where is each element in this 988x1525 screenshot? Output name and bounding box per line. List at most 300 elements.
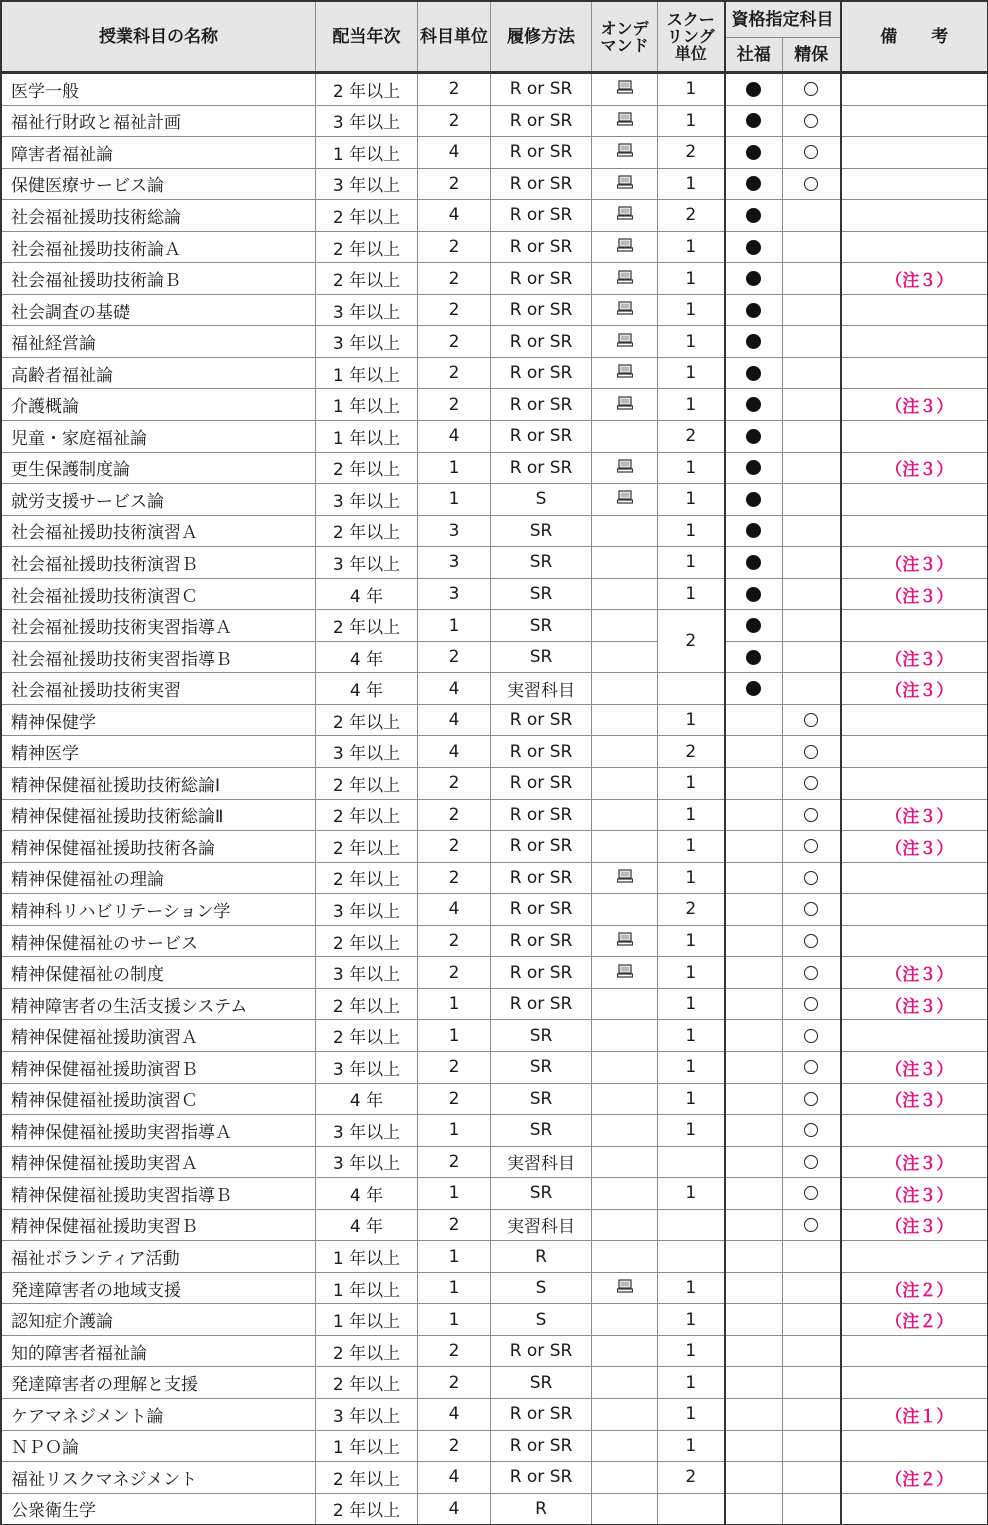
qual-social-cell xyxy=(725,1051,783,1083)
course-year: 2 年以上 xyxy=(316,988,418,1020)
course-year: 1 年以上 xyxy=(316,137,418,169)
course-year: 4 年 xyxy=(316,641,418,673)
computer-icon xyxy=(617,332,633,352)
course-note xyxy=(841,704,988,736)
schooling-units: 1 xyxy=(658,357,725,389)
course-note: （注３） xyxy=(841,673,988,705)
course-year: 2 年以上 xyxy=(316,263,418,295)
table-row xyxy=(2,1335,988,1367)
course-year: 2 年以上 xyxy=(316,515,418,547)
ondemand-cell xyxy=(592,641,658,673)
course-name: 精神科リハビリテーション学 xyxy=(2,894,316,926)
qual-mental-cell xyxy=(783,1241,841,1273)
open-circle-icon xyxy=(804,1029,818,1043)
header-schooling-line1: スクー xyxy=(666,10,715,29)
course-year: 2 年以上 xyxy=(316,1462,418,1494)
course-name: 精神障害者の生活支援システム xyxy=(2,988,316,1020)
filled-circle-icon xyxy=(746,82,761,97)
filled-circle-icon xyxy=(746,460,761,475)
ondemand-cell xyxy=(592,925,658,957)
computer-icon xyxy=(617,111,633,131)
course-units: 1 xyxy=(418,610,491,642)
qual-mental-cell xyxy=(783,673,841,705)
header-course-name: 授業科目の名称 xyxy=(2,2,316,73)
computer-icon xyxy=(617,237,633,257)
course-note xyxy=(841,925,988,957)
qual-mental-cell xyxy=(783,294,841,326)
schooling-units: 1 xyxy=(658,263,725,295)
course-note xyxy=(841,137,988,169)
course-year: 3 年以上 xyxy=(316,294,418,326)
table-header xyxy=(2,2,988,73)
course-method: R or SR xyxy=(491,137,592,169)
qual-mental-cell xyxy=(783,1178,841,1210)
course-note xyxy=(841,326,988,358)
course-method: R or SR xyxy=(491,894,592,926)
course-method: R or SR xyxy=(491,421,592,453)
schooling-units: 1 xyxy=(658,957,725,989)
course-units: 2 xyxy=(418,831,491,863)
ondemand-cell xyxy=(592,1493,658,1525)
table-row xyxy=(2,894,988,926)
open-circle-icon xyxy=(804,1123,818,1137)
ondemand-cell xyxy=(592,1462,658,1494)
course-units: 1 xyxy=(418,1115,491,1147)
course-name: 精神保健福祉の理論 xyxy=(2,862,316,894)
course-name: 精神保健福祉援助実習Ｂ xyxy=(2,1209,316,1241)
ondemand-cell xyxy=(592,484,658,516)
course-name: 精神保健福祉のサービス xyxy=(2,925,316,957)
qual-mental-cell xyxy=(783,1398,841,1430)
ondemand-cell xyxy=(592,515,658,547)
schooling-units: 2 xyxy=(658,421,725,453)
qual-mental-cell xyxy=(783,925,841,957)
course-year: 4 年 xyxy=(316,1209,418,1241)
open-circle-icon xyxy=(804,871,818,885)
computer-icon xyxy=(617,79,633,99)
course-note: （注１） xyxy=(841,1398,988,1430)
open-circle-icon xyxy=(804,934,818,948)
ondemand-cell xyxy=(592,200,658,232)
course-units: 2 xyxy=(418,862,491,894)
ondemand-cell xyxy=(592,578,658,610)
table-row xyxy=(2,200,988,232)
ondemand-cell xyxy=(592,1115,658,1147)
course-units: 2 xyxy=(418,1335,491,1367)
course-name: 社会調査の基礎 xyxy=(2,294,316,326)
table-row xyxy=(2,1398,988,1430)
course-year: 3 年以上 xyxy=(316,957,418,989)
schooling-units: 1 xyxy=(658,831,725,863)
ondemand-cell xyxy=(592,1398,658,1430)
table-row xyxy=(2,1051,988,1083)
qual-social-cell xyxy=(725,1146,783,1178)
course-units: 1 xyxy=(418,1304,491,1336)
course-note: （注３） xyxy=(841,641,988,673)
computer-icon xyxy=(617,363,633,383)
course-units: 2 xyxy=(418,168,491,200)
table-row xyxy=(2,1178,988,1210)
course-method: R or SR xyxy=(491,389,592,421)
course-year: 1 年以上 xyxy=(316,1272,418,1304)
course-method: R or SR xyxy=(491,1462,592,1494)
course-method: 実習科目 xyxy=(491,1146,592,1178)
schooling-units: 1 xyxy=(658,1051,725,1083)
course-note xyxy=(841,1335,988,1367)
course-year: 2 年以上 xyxy=(316,231,418,263)
course-name: 福祉経営論 xyxy=(2,326,316,358)
qual-mental-cell xyxy=(783,894,841,926)
qual-social-cell xyxy=(725,957,783,989)
course-name: 精神保健福祉の制度 xyxy=(2,957,316,989)
table-row xyxy=(2,862,988,894)
open-circle-icon xyxy=(804,1218,818,1232)
course-year: 2 年以上 xyxy=(316,1493,418,1525)
qual-social-cell xyxy=(725,1083,783,1115)
table-row xyxy=(2,831,988,863)
header-qual-social: 社福 xyxy=(725,38,783,73)
schooling-units: 1 xyxy=(658,515,725,547)
table-row xyxy=(2,736,988,768)
schooling-units: 1 xyxy=(658,1335,725,1367)
table-row xyxy=(2,137,988,169)
course-units: 1 xyxy=(418,1178,491,1210)
schooling-units xyxy=(658,1241,725,1273)
qual-social-cell xyxy=(725,73,783,106)
course-name: 発達障害者の理解と支援 xyxy=(2,1367,316,1399)
course-units: 1 xyxy=(418,452,491,484)
course-units: 2 xyxy=(418,357,491,389)
qual-mental-cell xyxy=(783,231,841,263)
schooling-units: 1 xyxy=(658,799,725,831)
open-circle-icon xyxy=(804,1092,818,1106)
course-year: 2 年以上 xyxy=(316,610,418,642)
table-row xyxy=(2,168,988,200)
course-note xyxy=(841,105,988,137)
ondemand-cell xyxy=(592,610,658,642)
schooling-units xyxy=(658,1493,725,1525)
schooling-units: 2 xyxy=(658,610,725,673)
schooling-units: 1 xyxy=(658,1367,725,1399)
qual-mental-cell xyxy=(783,736,841,768)
qual-mental-cell xyxy=(783,1430,841,1462)
ondemand-cell xyxy=(592,263,658,295)
computer-icon xyxy=(617,458,633,478)
ondemand-cell xyxy=(592,357,658,389)
computer-icon xyxy=(617,1278,633,1298)
course-units: 4 xyxy=(418,1398,491,1430)
qual-mental-cell xyxy=(783,263,841,295)
computer-icon xyxy=(617,300,633,320)
course-year: 2 年以上 xyxy=(316,73,418,106)
open-circle-icon xyxy=(804,82,818,96)
schooling-units: 1 xyxy=(658,1020,725,1052)
course-year: 4 年 xyxy=(316,578,418,610)
table-body xyxy=(2,73,988,1525)
course-units: 3 xyxy=(418,515,491,547)
qual-social-cell xyxy=(725,736,783,768)
course-method: 実習科目 xyxy=(491,673,592,705)
qual-mental-cell xyxy=(783,357,841,389)
course-units: 2 xyxy=(418,641,491,673)
course-units: 1 xyxy=(418,484,491,516)
table-row xyxy=(2,1241,988,1273)
course-method: 実習科目 xyxy=(491,1209,592,1241)
course-method: R or SR xyxy=(491,768,592,800)
course-method: R or SR xyxy=(491,357,592,389)
schooling-units: 1 xyxy=(658,294,725,326)
header-ondemand-line1: オンデ xyxy=(600,18,649,38)
course-units: 2 xyxy=(418,925,491,957)
ondemand-cell xyxy=(592,799,658,831)
schooling-units: 1 xyxy=(658,1115,725,1147)
qual-social-cell xyxy=(725,137,783,169)
table-row xyxy=(2,704,988,736)
course-year: 2 年以上 xyxy=(316,768,418,800)
open-circle-icon xyxy=(804,145,818,159)
ondemand-cell xyxy=(592,1430,658,1462)
course-year: 1 年以上 xyxy=(316,421,418,453)
course-name: 社会福祉援助技術総論 xyxy=(2,200,316,232)
course-name: 社会福祉援助技術演習Ｃ xyxy=(2,578,316,610)
schooling-units xyxy=(658,673,725,705)
course-method: SR xyxy=(491,610,592,642)
course-units: 2 xyxy=(418,105,491,137)
table-row xyxy=(2,988,988,1020)
course-units: 2 xyxy=(418,231,491,263)
table-row xyxy=(2,452,988,484)
qual-social-cell xyxy=(725,862,783,894)
course-year: 3 年以上 xyxy=(316,894,418,926)
schooling-units: 1 xyxy=(658,1178,725,1210)
computer-icon xyxy=(617,142,633,162)
table-row xyxy=(2,673,988,705)
course-units: 4 xyxy=(418,137,491,169)
course-name: 福祉リスクマネジメント xyxy=(2,1462,316,1494)
course-units: 4 xyxy=(418,1493,491,1525)
course-method: R or SR xyxy=(491,1335,592,1367)
course-year: 3 年以上 xyxy=(316,484,418,516)
course-method: R or SR xyxy=(491,73,592,106)
filled-circle-icon xyxy=(746,587,761,602)
qual-social-cell xyxy=(725,799,783,831)
course-units: 2 xyxy=(418,1146,491,1178)
course-method: SR xyxy=(491,1051,592,1083)
filled-circle-icon xyxy=(746,429,761,444)
schooling-units: 1 xyxy=(658,1272,725,1304)
ondemand-cell xyxy=(592,831,658,863)
schooling-units: 1 xyxy=(658,862,725,894)
course-name: 精神保健福祉援助実習Ａ xyxy=(2,1146,316,1178)
schooling-units: 1 xyxy=(658,484,725,516)
open-circle-icon xyxy=(804,966,818,980)
course-units: 2 xyxy=(418,768,491,800)
course-units: 1 xyxy=(418,988,491,1020)
filled-circle-icon xyxy=(746,271,761,286)
open-circle-icon xyxy=(804,1060,818,1074)
course-year: 3 年以上 xyxy=(316,1398,418,1430)
table-row xyxy=(2,957,988,989)
course-note xyxy=(841,610,988,642)
filled-circle-icon xyxy=(746,334,761,349)
qual-social-cell xyxy=(725,1272,783,1304)
course-name: 社会福祉援助技術論Ｂ xyxy=(2,263,316,295)
course-method: R or SR xyxy=(491,294,592,326)
qual-mental-cell xyxy=(783,137,841,169)
qual-mental-cell xyxy=(783,105,841,137)
course-note: （注３） xyxy=(841,799,988,831)
ondemand-cell xyxy=(592,1272,658,1304)
course-method: SR xyxy=(491,1083,592,1115)
table-row xyxy=(2,1304,988,1336)
course-note: （注３） xyxy=(841,547,988,579)
qual-mental-cell xyxy=(783,168,841,200)
course-year: 1 年以上 xyxy=(316,357,418,389)
course-year: 1 年以上 xyxy=(316,1430,418,1462)
course-year: 1 年以上 xyxy=(316,1304,418,1336)
course-note xyxy=(841,862,988,894)
open-circle-icon xyxy=(804,1186,818,1200)
course-name: 福祉ボランティア活動 xyxy=(2,1241,316,1273)
header-schooling-line3: 単位 xyxy=(674,44,707,63)
course-method: R or SR xyxy=(491,1398,592,1430)
course-year: 3 年以上 xyxy=(316,1115,418,1147)
course-method: R or SR xyxy=(491,957,592,989)
qual-mental-cell xyxy=(783,1367,841,1399)
course-units: 4 xyxy=(418,421,491,453)
course-method: R or SR xyxy=(491,862,592,894)
course-units: 2 xyxy=(418,1430,491,1462)
table-row xyxy=(2,610,988,642)
ondemand-cell xyxy=(592,1241,658,1273)
ondemand-cell xyxy=(592,105,658,137)
open-circle-icon xyxy=(804,997,818,1011)
qual-mental-cell xyxy=(783,547,841,579)
course-method: S xyxy=(491,484,592,516)
course-units: 4 xyxy=(418,894,491,926)
ondemand-cell xyxy=(592,452,658,484)
course-note: （注３） xyxy=(841,263,988,295)
course-name: 知的障害者福祉論 xyxy=(2,1335,316,1367)
qual-social-cell xyxy=(725,768,783,800)
computer-icon xyxy=(617,174,633,194)
course-year: 2 年以上 xyxy=(316,452,418,484)
table-row xyxy=(2,1430,988,1462)
schooling-units: 1 xyxy=(658,105,725,137)
course-name: ＮＰＯ論 xyxy=(2,1430,316,1462)
qual-mental-cell xyxy=(783,1335,841,1367)
course-note xyxy=(841,73,988,106)
open-circle-icon xyxy=(804,808,818,822)
course-year: 2 年以上 xyxy=(316,1020,418,1052)
qual-social-cell xyxy=(725,1020,783,1052)
course-note xyxy=(841,1430,988,1462)
course-note xyxy=(841,294,988,326)
computer-icon xyxy=(617,269,633,289)
course-name: 児童・家庭福祉論 xyxy=(2,421,316,453)
ondemand-cell xyxy=(592,704,658,736)
qual-social-cell xyxy=(725,263,783,295)
course-note xyxy=(841,168,988,200)
filled-circle-icon xyxy=(746,113,761,128)
ondemand-cell xyxy=(592,1051,658,1083)
table-row xyxy=(2,1209,988,1241)
course-name: 精神保健福祉援助技術総論Ⅱ xyxy=(2,799,316,831)
ondemand-cell xyxy=(592,736,658,768)
course-note: （注３） xyxy=(841,1209,988,1241)
qual-mental-cell xyxy=(783,578,841,610)
qual-social-cell xyxy=(725,578,783,610)
computer-icon xyxy=(617,931,633,951)
course-note xyxy=(841,515,988,547)
qual-social-cell xyxy=(725,1178,783,1210)
schooling-units: 1 xyxy=(658,326,725,358)
course-note xyxy=(841,484,988,516)
filled-circle-icon xyxy=(746,618,761,633)
open-circle-icon xyxy=(804,902,818,916)
qual-social-cell xyxy=(725,421,783,453)
course-method: R or SR xyxy=(491,452,592,484)
table-row xyxy=(2,231,988,263)
course-year: 2 年以上 xyxy=(316,1335,418,1367)
ondemand-cell xyxy=(592,168,658,200)
qual-mental-cell xyxy=(783,1051,841,1083)
schooling-units xyxy=(658,1209,725,1241)
course-note xyxy=(841,357,988,389)
qual-social-cell xyxy=(725,294,783,326)
header-notes: 備 考 xyxy=(841,2,988,73)
course-note xyxy=(841,231,988,263)
qual-social-cell xyxy=(725,1462,783,1494)
course-year: 2 年以上 xyxy=(316,862,418,894)
course-name: 福祉行財政と福祉計画 xyxy=(2,105,316,137)
schooling-units: 1 xyxy=(658,925,725,957)
course-name: 社会福祉援助技術実習指導Ｂ xyxy=(2,641,316,673)
ondemand-cell xyxy=(592,389,658,421)
filled-circle-icon xyxy=(746,681,761,696)
course-year: 3 年以上 xyxy=(316,168,418,200)
filled-circle-icon xyxy=(746,208,761,223)
course-name: 社会福祉援助技術演習Ａ xyxy=(2,515,316,547)
qual-social-cell xyxy=(725,610,783,642)
course-method: R xyxy=(491,1493,592,1525)
qual-social-cell xyxy=(725,168,783,200)
table-row xyxy=(2,294,988,326)
ondemand-cell xyxy=(592,862,658,894)
qual-mental-cell xyxy=(783,610,841,642)
table-row xyxy=(2,1462,988,1494)
filled-circle-icon xyxy=(746,240,761,255)
course-method: R or SR xyxy=(491,925,592,957)
qual-mental-cell xyxy=(783,421,841,453)
ondemand-cell xyxy=(592,1083,658,1115)
table-row xyxy=(2,484,988,516)
table-row xyxy=(2,1272,988,1304)
course-method: SR xyxy=(491,578,592,610)
filled-circle-icon xyxy=(746,366,761,381)
course-note xyxy=(841,1115,988,1147)
table-row xyxy=(2,641,988,673)
course-year: 4 年 xyxy=(316,1178,418,1210)
course-name: 社会福祉援助技術論Ａ xyxy=(2,231,316,263)
course-method: R or SR xyxy=(491,326,592,358)
ondemand-cell xyxy=(592,1367,658,1399)
course-method: SR xyxy=(491,641,592,673)
course-note xyxy=(841,1493,988,1525)
ondemand-cell xyxy=(592,768,658,800)
schooling-units: 1 xyxy=(658,768,725,800)
ondemand-cell xyxy=(592,421,658,453)
